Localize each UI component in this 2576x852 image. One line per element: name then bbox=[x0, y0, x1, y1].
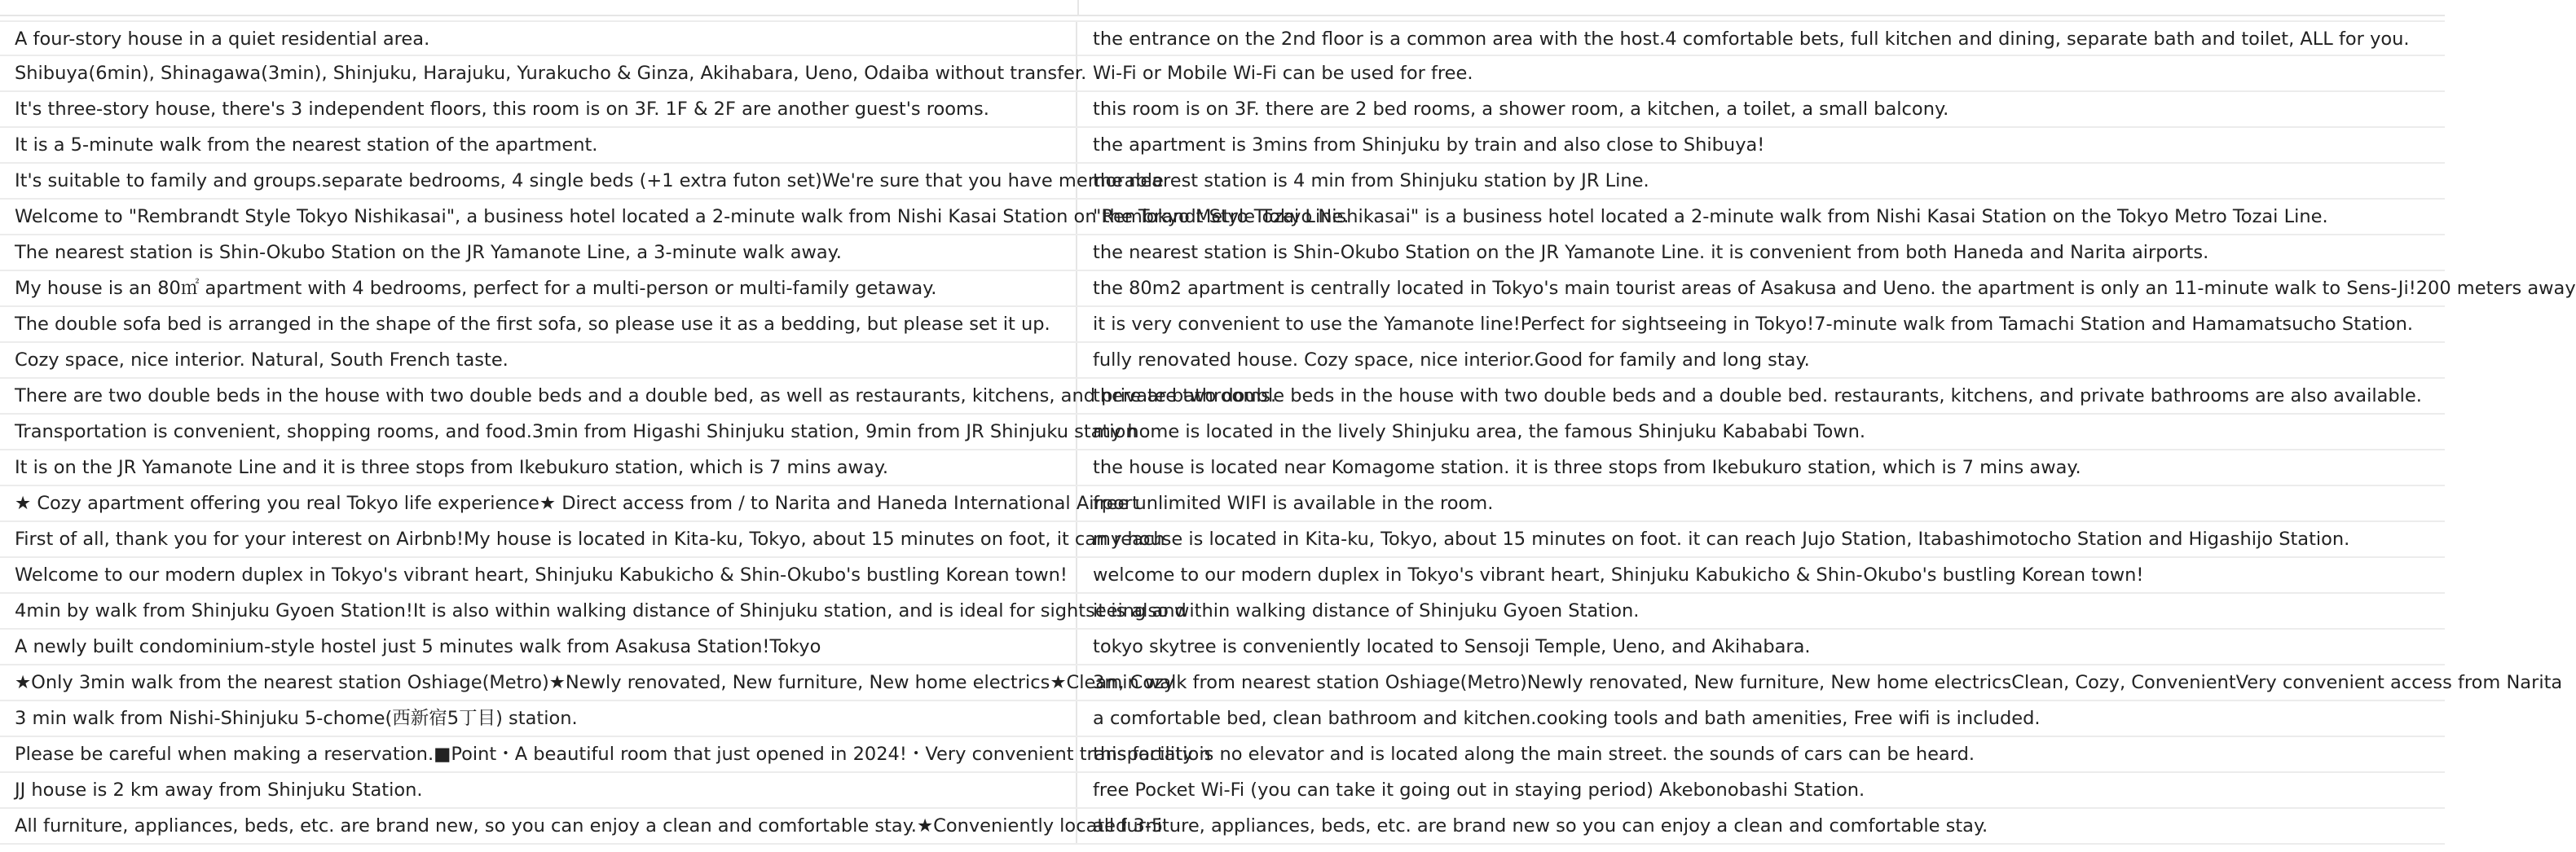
table-row[interactable] bbox=[0, 486, 2445, 522]
cell-processed-text[interactable]: my house is located in Kita-ku, Tokyo, about 15 minutes on foot. it can reach Jujo Station, Itabashimotocho Station and Higashijo Station. bbox=[1093, 529, 2350, 550]
table-row[interactable] bbox=[0, 164, 2445, 200]
cell-original-text[interactable]: ★ Cozy apartment offering you real Tokyo life experience★ Direct access from / to Narita and Haneda International Airport bbox=[0, 486, 1077, 520]
column-header-strip bbox=[0, 0, 2445, 16]
table-row[interactable] bbox=[0, 200, 2445, 235]
cell-processed-text[interactable]: the entrance on the 2nd floor is a common area with the host.4 comfortable bets, full kitchen and dining, separate bath and toilet, ALL for you. bbox=[1093, 29, 2410, 50]
cell-processed-text[interactable]: there are two double beds in the house with two double beds and a double bed. restaurants, kitchens, and private bathrooms are also available. bbox=[1093, 385, 2422, 406]
table-row[interactable] bbox=[0, 415, 2445, 450]
table-row[interactable] bbox=[0, 630, 2445, 665]
table-row[interactable] bbox=[0, 235, 2445, 271]
table-row[interactable] bbox=[0, 809, 2445, 845]
cell-original-text[interactable]: My house is an 80㎡ apartment with 4 bedrooms, perfect for a multi-person or multi-family getaway. bbox=[0, 271, 1077, 305]
cell-processed-text[interactable]: it is very convenient to use the Yamanote line!Perfect for sightseeing in Tokyo!7-minute walk from Tamachi Station and Hamamatsucho Station. bbox=[1093, 314, 2414, 335]
cell-processed-text[interactable]: this facility is no elevator and is located along the main street. the sounds of cars can be heard. bbox=[1093, 744, 1975, 765]
cell-processed-text[interactable]: 3min walk from nearest station Oshiage(Metro)Newly renovated, New furniture, New home electricsClean, Cozy, ConvenientVery convenient access from Narita bbox=[1093, 672, 2563, 693]
cell-original-text[interactable]: A newly built condominium-style hostel just 5 minutes walk from Asakusa Station!Tokyo bbox=[0, 630, 1077, 664]
cell-processed-text[interactable]: free unlimited WIFI is available in the room. bbox=[1093, 493, 1494, 514]
cell-original-text[interactable]: It's three-story house, there's 3 independent floors, this room is on 3F. 1F & 2F are another guest's rooms. bbox=[0, 92, 1077, 126]
table-row[interactable] bbox=[0, 92, 2445, 128]
cell-original-text[interactable]: Cozy space, nice interior. Natural, South French taste. bbox=[0, 343, 1077, 377]
table-row[interactable] bbox=[0, 737, 2445, 773]
cell-original-text[interactable]: It is on the JR Yamanote Line and it is three stops from Ikebukuro station, which is 7 mins away. bbox=[0, 450, 1077, 485]
cell-original-text[interactable]: It is a 5-minute walk from the nearest station of the apartment. bbox=[0, 128, 1077, 162]
cell-processed-text[interactable]: the nearest station is Shin-Okubo Station on the JR Yamanote Line. it is convenient from both Haneda and Narita airports. bbox=[1093, 242, 2209, 263]
cell-original-text[interactable]: The nearest station is Shin-Okubo Station on the JR Yamanote Line, a 3-minute walk away. bbox=[0, 235, 1077, 270]
cell-processed-text[interactable]: Wi-Fi or Mobile Wi-Fi can be used for free. bbox=[1093, 63, 1473, 84]
cell-processed-text[interactable]: welcome to our modern duplex in Tokyo's vibrant heart, Shinjuku Kabukicho & Shin-Okubo's bustling Korean town! bbox=[1093, 564, 2144, 586]
cell-original-text[interactable]: Welcome to "Rembrandt Style Tokyo Nishikasai", a business hotel located a 2-minute walk from Nishi Kasai Station on the Tokyo Metro Tozai Line. bbox=[0, 200, 1077, 234]
cell-original-text[interactable]: All furniture, appliances, beds, etc. are brand new, so you can enjoy a clean and comfortable stay.★Conveniently located 3-5 bbox=[0, 809, 1077, 843]
cell-original-text[interactable]: First of all, thank you for your interest on Airbnb!My house is located in Kita-ku, Tokyo, about 15 minutes on foot, it can reach bbox=[0, 522, 1077, 556]
cell-processed-text[interactable]: the nearest station is 4 min from Shinjuku station by JR Line. bbox=[1093, 170, 1649, 191]
table-row[interactable] bbox=[0, 343, 2445, 379]
table-body bbox=[0, 20, 2576, 845]
table-row[interactable] bbox=[0, 701, 2445, 737]
table-row[interactable] bbox=[0, 522, 2445, 558]
table-row[interactable] bbox=[0, 20, 2445, 56]
cell-original-text[interactable]: JJ house is 2 km away from Shinjuku Station. bbox=[0, 773, 1077, 807]
cell-original-text[interactable]: 3 min walk from Nishi-Shinjuku 5-chome(西新宿5丁目) station. bbox=[0, 701, 1077, 736]
column-divider[interactable] bbox=[1077, 0, 1079, 16]
table-row[interactable] bbox=[0, 271, 2576, 307]
table-row[interactable] bbox=[0, 56, 2445, 92]
table-row[interactable] bbox=[0, 379, 2445, 415]
cell-original-text[interactable]: There are two double beds in the house with two double beds and a double bed, as well as restaurants, kitchens, and private bathrooms. bbox=[0, 379, 1077, 413]
cell-processed-text[interactable]: this room is on 3F. there are 2 bed rooms, a shower room, a kitchen, a toilet, a small balcony. bbox=[1093, 99, 1949, 120]
table-row[interactable] bbox=[0, 773, 2445, 809]
cell-original-text[interactable]: Shibuya(6min), Shinagawa(3min), Shinjuku, Harajuku, Yurakucho & Ginza, Akihabara, Ueno, Odaiba without transfer. bbox=[0, 56, 1077, 90]
cell-processed-text[interactable]: "Rembrandt Style Tokyo Nishikasai" is a business hotel located a 2-minute walk from Nishi Kasai Station on the Tokyo Metro Tozai Line. bbox=[1093, 206, 2328, 227]
table-row[interactable] bbox=[0, 594, 2445, 630]
cell-original-text[interactable]: Transportation is convenient, shopping rooms, and food.3min from Higashi Shinjuku station, 9min from JR Shinjuku station bbox=[0, 415, 1077, 449]
table-row[interactable] bbox=[0, 128, 2445, 164]
cell-original-text[interactable]: 4min by walk from Shinjuku Gyoen Station!It is also within walking distance of Shinjuku station, and is ideal for sightseeing and bbox=[0, 594, 1077, 628]
cell-processed-text[interactable]: free Pocket Wi-Fi (you can take it going out in staying period) Akebonobashi Station. bbox=[1093, 780, 1865, 801]
cell-original-text[interactable]: ★Only 3min walk from the nearest station Oshiage(Metro)★Newly renovated, New furniture, New home electrics★Clean, Cozy bbox=[0, 665, 1077, 700]
table-row[interactable] bbox=[0, 558, 2445, 594]
cell-original-text[interactable]: The double sofa bed is arranged in the shape of the first sofa, so please use it as a bedding, but please set it up. bbox=[0, 307, 1077, 341]
cell-original-text[interactable]: It's suitable to family and groups.separate bedrooms, 4 single beds (+1 extra futon set)We're sure that you have memorable bbox=[0, 164, 1077, 198]
table-row[interactable] bbox=[0, 665, 2563, 701]
cell-processed-text[interactable]: fully renovated house. Cozy space, nice interior.Good for family and long stay. bbox=[1093, 349, 1810, 371]
cell-original-text[interactable]: Welcome to our modern duplex in Tokyo's vibrant heart, Shinjuku Kabukicho & Shin-Okubo's bustling Korean town! bbox=[0, 558, 1077, 592]
table-row[interactable] bbox=[0, 450, 2445, 486]
cell-processed-text[interactable]: it is also within walking distance of Shinjuku Gyoen Station. bbox=[1093, 600, 1640, 621]
cell-processed-text[interactable]: the house is located near Komagome station. it is three stops from Ikebukuro station, which is 7 mins away. bbox=[1093, 457, 2081, 478]
cell-processed-text[interactable]: tokyo skytree is conveniently located to Sensoji Temple, Ueno, and Akihabara. bbox=[1093, 636, 1811, 657]
cell-original-text[interactable]: Please be careful when making a reservation.■Point・A beautiful room that just opened in 2024!・Very convenient transportation bbox=[0, 737, 1077, 771]
cell-original-text[interactable]: A four-story house in a quiet residential area. bbox=[0, 22, 1077, 56]
cell-processed-text[interactable]: the 80m2 apartment is centrally located in Tokyo's main tourist areas of Asakusa and Ueno. the apartment is only an 11-minute walk to Sens-Ji!200 meters away bbox=[1093, 278, 2576, 299]
cell-processed-text[interactable]: the apartment is 3mins from Shinjuku by train and also close to Shibuya! bbox=[1093, 134, 1765, 156]
cell-processed-text[interactable]: a comfortable bed, clean bathroom and kitchen.cooking tools and bath amenities, Free wifi is included. bbox=[1093, 708, 2041, 729]
cell-processed-text[interactable]: my home is located in the lively Shinjuku area, the famous Shinjuku Kabababi Town. bbox=[1093, 421, 1866, 442]
table-row[interactable] bbox=[0, 307, 2445, 343]
cell-processed-text[interactable]: all furniture, appliances, beds, etc. are brand new so you can enjoy a clean and comfortable stay. bbox=[1093, 815, 1988, 837]
